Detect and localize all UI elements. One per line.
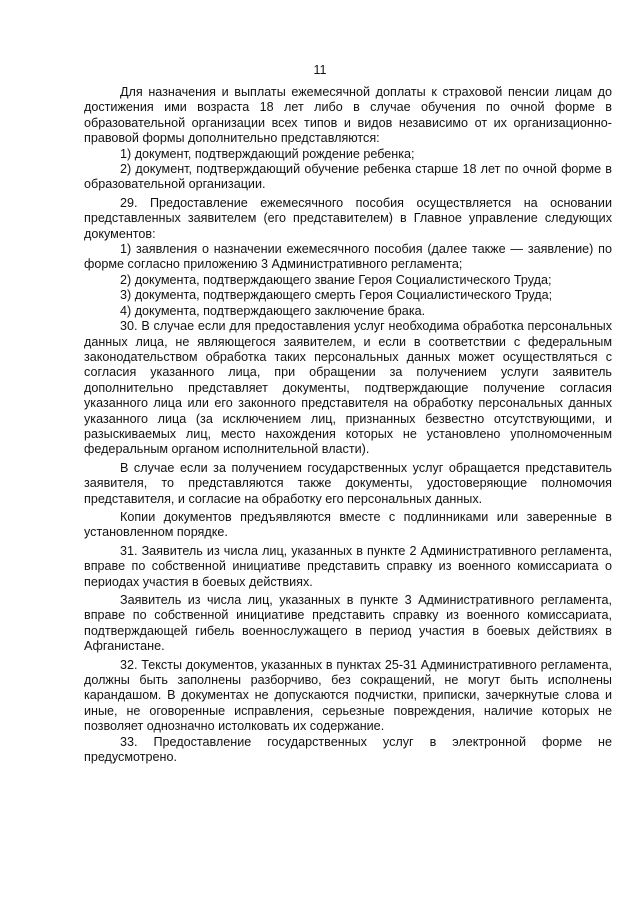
paragraph-30: 30. В случае если для предоставления услуг необходима обработка персональных данных лица, не являющегося заявителем, и если в соответствии с федеральным законодательством обработка таких персональных данных может осуществляться с согласия указанного лица, при обращении за получением услуги заявитель дополнительно представляет документы, подтверждающие получение согласия указанного лица или его законного представителя на обработку персональных данных указанного лица (за исключением лиц, признанных безвестно отсутствующими, и разыскиваемых лиц, место нахождения которых не установлено уполномоченным федеральным органом исполнительной власти).: [84, 319, 612, 457]
paragraph-29-item-4: 4) документа, подтверждающего заключение брака.: [120, 303, 426, 318]
page-number: 11: [313, 63, 327, 77]
paragraph-list-item-education: 2) документ, подтверждающий обучение ребенка старше 18 лет по очной форме в образовательной организации.: [84, 162, 612, 192]
paragraph-32: 32. Тексты документов, указанных в пунктах 25-31 Административного регламента, должны быть заполнены разборчиво, без сокращений, не могут быть исполнены карандашом. В документах не допускаются подчистки, приписки, зачеркнутые слова и иные, не оговоренные исправления, серьезные повреждения, наличие которых не позволяет однозначно истолковать их содержание.: [84, 657, 612, 734]
paragraph-29-item-2: 2) документа, подтверждающего звание Героя Социалистического Труда;: [120, 272, 552, 287]
paragraph-31-afghanistan: Заявитель из числа лиц, указанных в пункте 3 Административного регламента, вправе по собственной инициативе представить справку из военного комиссариата, подтверждающей гибель военнослужащего в период участия в боевых действиях в Афганистане.: [84, 593, 612, 654]
paragraph-29-item-3: 3) документа, подтверждающего смерть Героя Социалистического Труда;: [120, 288, 553, 303]
paragraph-33: 33. Предоставление государственных услуг в электронной форме не предусмотрено.: [84, 734, 612, 765]
paragraph-supplement-intro: Для назначения и выплаты ежемесячной доплаты к страховой пенсии лицам до достижения ими возраста 18 лет либо в случае обучения по очной форме в образовательной организации всех типов и видов независимо от их организационно-правовой формы дополнительно представляются:: [84, 85, 612, 146]
document-body: [84, 85, 612, 765]
paragraph-list-item-birth: 1) документ, подтверждающий рождение ребенка;: [120, 146, 415, 161]
paragraph-representative: В случае если за получением государственных услуг обращается представитель заявителя, то представляются также документы, удостоверяющие полномочия представителя, и согласие на обработку его персональных данных.: [84, 460, 612, 506]
paragraph-29: 29. Предоставление ежемесячного пособия осуществляется на основании представленных заявителем (его представителем) в Главное управление следующих документов:: [84, 195, 612, 241]
paragraph-copies: Копии документов предъявляются вместе с подлинниками или заверенные в установленном порядке.: [84, 509, 612, 540]
paragraph-31: 31. Заявитель из числа лиц, указанных в пункте 2 Административного регламента, вправе по собственной инициативе представить справку из военного комиссариата о периодах участия в боевых действиях.: [84, 543, 612, 589]
paragraph-29-item-1: 1) заявления о назначении ежемесячного пособия (далее также — заявление) по форме согласно приложению 3 Административного регламента;: [84, 242, 612, 272]
